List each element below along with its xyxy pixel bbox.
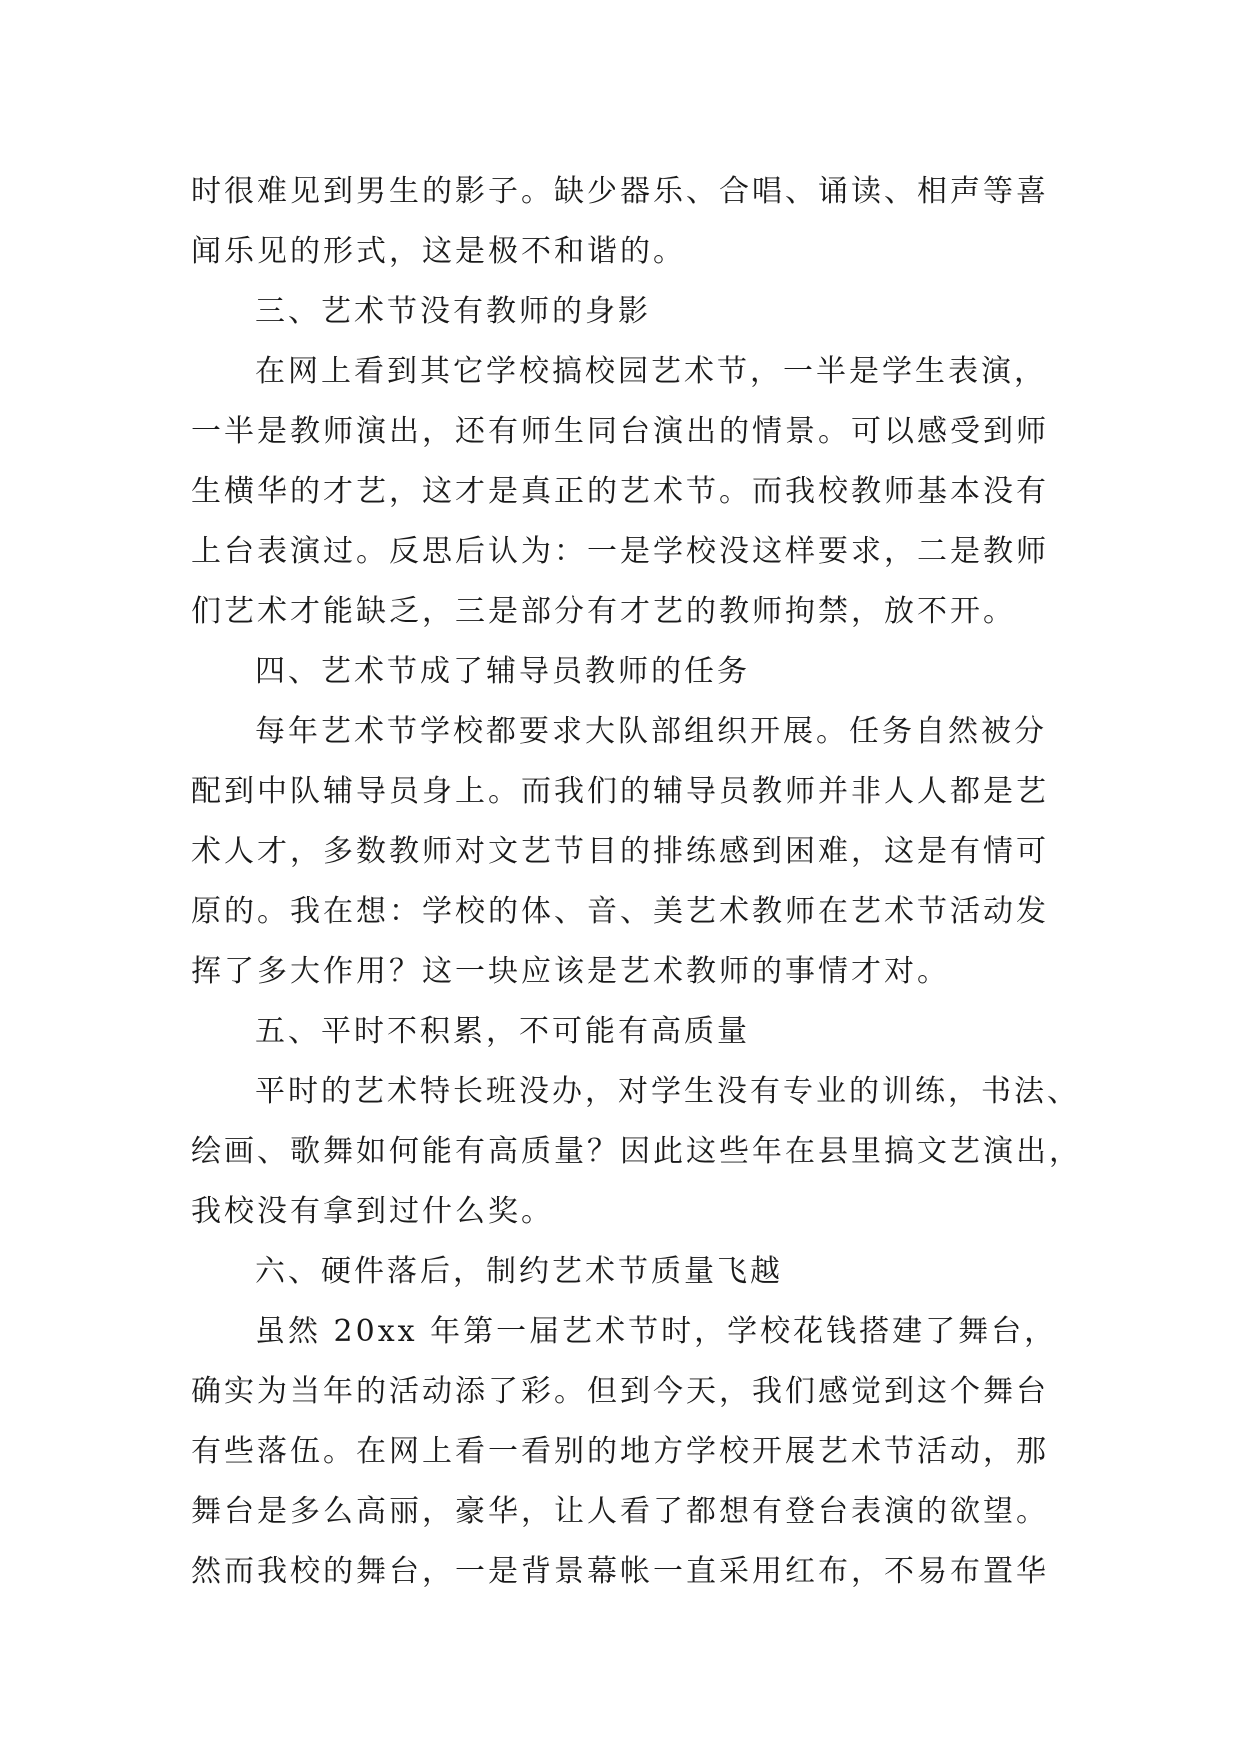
text-line: 在网上看到其它学校搞校园艺术节，一半是学生表演， bbox=[255, 354, 1047, 389]
body-text bbox=[191, 162, 1082, 1602]
section-heading-5: 五、平时不积累，不可能有高质量 bbox=[255, 1014, 750, 1049]
section-heading-6: 六、硬件落后，制约艺术节质量飞越 bbox=[255, 1254, 783, 1289]
text-line: 有些落伍。在网上看一看别的地方学校开展艺术节活动，那 bbox=[191, 1434, 1049, 1469]
text-line: 原的。我在想：学校的体、音、美艺术教师在艺术节活动发 bbox=[191, 894, 1049, 929]
text-line: 们艺术才能缺乏，三是部分有才艺的教师拘禁，放不开。 bbox=[191, 594, 1016, 629]
text-line: 闻乐见的形式，这是极不和谐的。 bbox=[191, 234, 686, 269]
text-line: 配到中队辅导员身上。而我们的辅导员教师并非人人都是艺 bbox=[191, 774, 1049, 809]
text-line: 绘画、歌舞如何能有高质量？因此这些年在县里搞文艺演出， bbox=[191, 1134, 1082, 1169]
section-heading-4: 四、艺术节成了辅导员教师的任务 bbox=[255, 654, 750, 689]
text-line: 时很难见到男生的影子。缺少器乐、合唱、诵读、相声等喜 bbox=[191, 174, 1049, 209]
text-line: 虽然 20xx 年第一届艺术节时，学校花钱搭建了舞台， bbox=[255, 1314, 1058, 1349]
text-line: 生横华的才艺，这才是真正的艺术节。而我校教师基本没有 bbox=[191, 474, 1049, 509]
section-heading-3: 三、艺术节没有教师的身影 bbox=[255, 294, 651, 329]
text-line: 舞台是多么高丽，豪华，让人看了都想有登台表演的欲望。 bbox=[191, 1494, 1049, 1529]
text-line: 确实为当年的活动添了彩。但到今天，我们感觉到这个舞台 bbox=[191, 1374, 1049, 1409]
text-line: 平时的艺术特长班没办，对学生没有专业的训练，书法、 bbox=[255, 1074, 1080, 1109]
text-line: 然而我校的舞台，一是背景幕帐一直采用红布，不易布置华 bbox=[191, 1554, 1049, 1589]
text-line: 术人才，多数教师对文艺节目的排练感到困难，这是有情可 bbox=[191, 834, 1049, 869]
text-line: 每年艺术节学校都要求大队部组织开展。任务自然被分 bbox=[255, 714, 1047, 749]
text-line: 挥了多大作用？这一块应该是艺术教师的事情才对。 bbox=[191, 954, 950, 989]
text-line: 一半是教师演出，还有师生同台演出的情景。可以感受到师 bbox=[191, 414, 1049, 449]
text-line: 我校没有拿到过什么奖。 bbox=[191, 1194, 554, 1229]
text-line: 上台表演过。反思后认为：一是学校没这样要求，二是教师 bbox=[191, 534, 1049, 569]
